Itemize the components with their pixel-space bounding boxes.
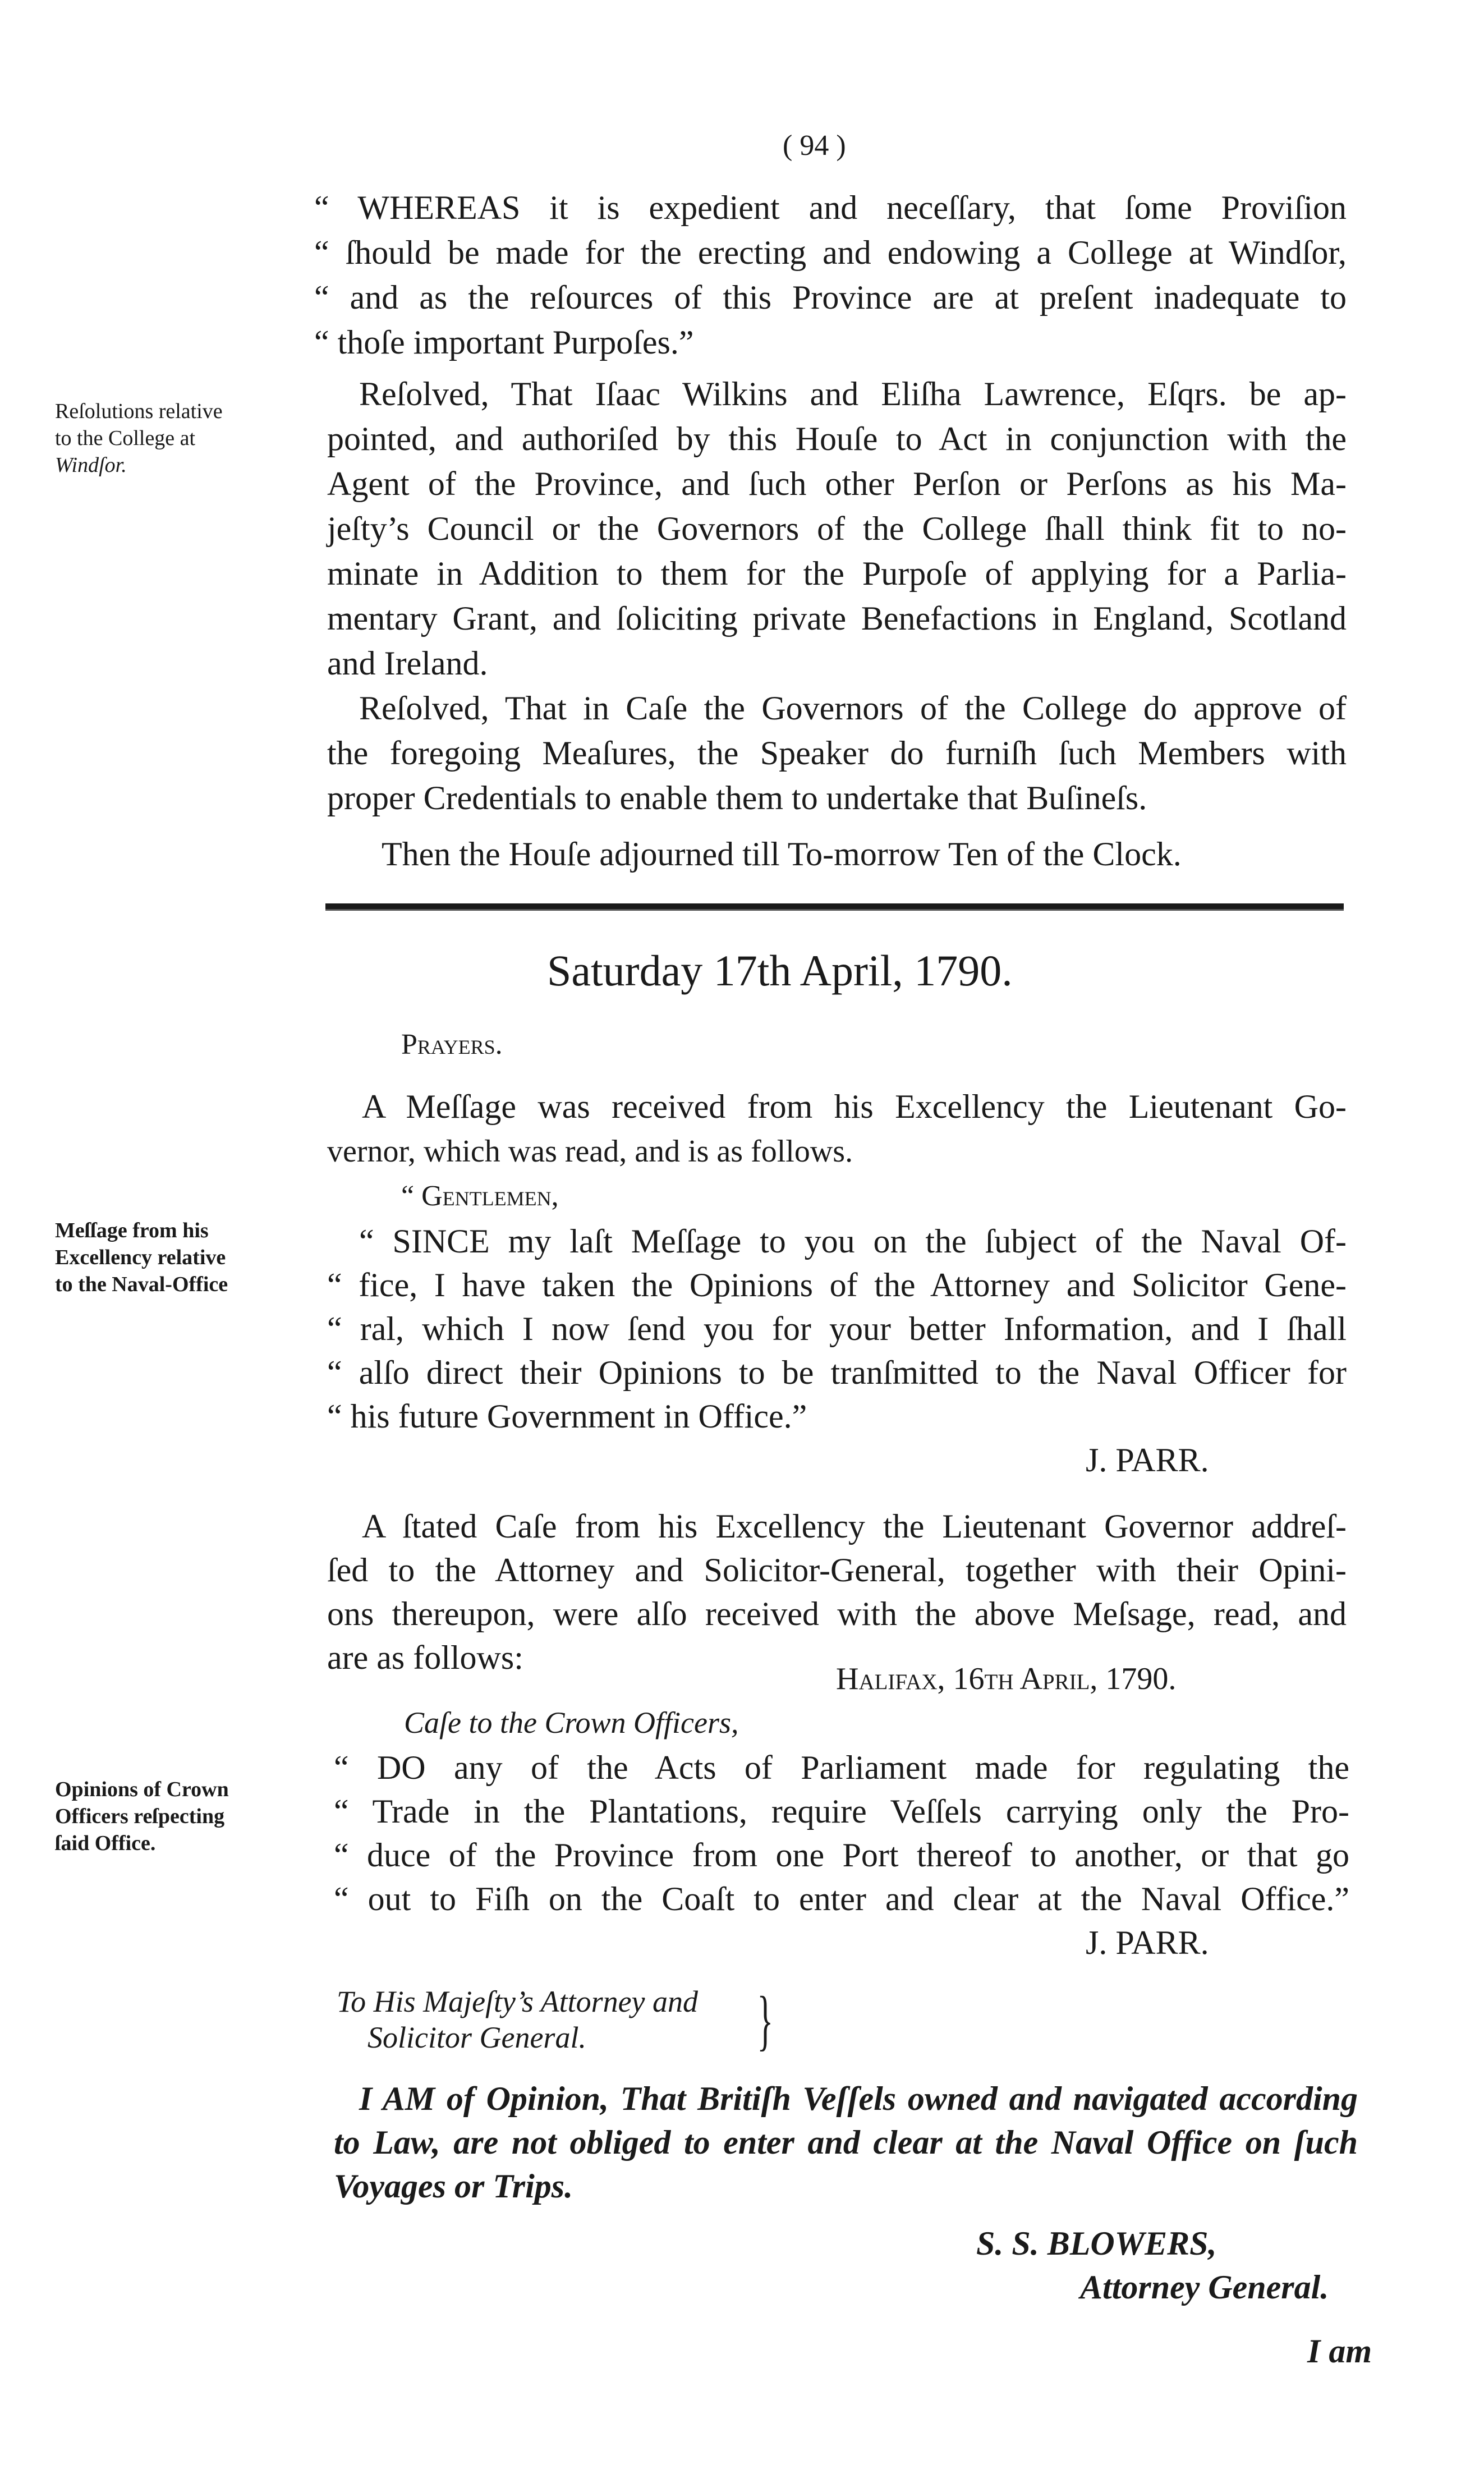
stated-case-line: ons thereupon, were alſo received with the above Meſsage, read, and bbox=[327, 1595, 1347, 1632]
section-rule bbox=[325, 903, 1344, 911]
margin-note-line: Excellency relative bbox=[55, 1246, 226, 1269]
resolution-line: pointed, and authoriſed by this Houſe to Act in conjunction with the bbox=[327, 420, 1347, 457]
signature-blowers-title: Attorney General. bbox=[1080, 2269, 1329, 2306]
whereas-line: “ and as the reſources of this Province are at preſent inadequate to bbox=[314, 279, 1347, 316]
salutation: “ Gentlemen, bbox=[401, 1180, 559, 1212]
margin-note-line: Reſolutions relative bbox=[55, 400, 223, 423]
margin-note-line: Windſor. bbox=[55, 453, 127, 477]
resolution-line: Reſolved, That in Caſe the Governors of the College do approve of bbox=[359, 690, 1347, 727]
address-line: To His Majeſty’s Attorney and bbox=[337, 1985, 699, 2018]
signature-parr-2: J. PARR. bbox=[1086, 1924, 1209, 1961]
adjourned-line: Then the Houſe adjourned till To-morrow Ten of the Clock. bbox=[382, 836, 1182, 873]
opinion-line: I AM of Opinion, That Britiſh Veſſels owned and navigated according bbox=[359, 2080, 1358, 2117]
margin-note-line: Opinions of Crown bbox=[55, 1778, 229, 1801]
whereas-line: “ WHEREAS it is expedient and neceſſary, that ſome Proviſion bbox=[314, 189, 1347, 226]
resolution-line: proper Credentials to enable them to undertake that Buſineſs. bbox=[327, 779, 1147, 816]
whereas-line: “ ſhould be made for the erecting and endowing a College at Windſor, bbox=[314, 234, 1347, 271]
date-heading: Saturday 17th April, 1790. bbox=[547, 946, 1013, 995]
prayers-heading: Prayers. bbox=[401, 1029, 503, 1061]
message-line: “ SINCE my laſt Meſſage to you on the ſubject of the Naval Of- bbox=[359, 1223, 1347, 1260]
address-line: Solicitor General. bbox=[367, 2021, 586, 2054]
stated-case-line: are as follows: bbox=[327, 1639, 523, 1676]
resolution-line: and Ireland. bbox=[327, 645, 488, 682]
case-line: “ Trade in the Plantations, require Veſſels carrying only the Pro- bbox=[334, 1793, 1349, 1830]
opinion-line: Voyages or Trips. bbox=[334, 2168, 573, 2205]
margin-note-line: to the College at bbox=[55, 426, 196, 450]
stated-case-line: A ſtated Caſe from his Excellency the Lieutenant Governor addreſ- bbox=[362, 1508, 1347, 1545]
address-brace: } bbox=[757, 1982, 774, 2057]
message-intro-line: A Meſſage was received from his Excellency the Lieutenant Go- bbox=[362, 1088, 1347, 1125]
resolution-line: the foregoing Meaſures, the Speaker do furniſh ſuch Members with bbox=[327, 735, 1347, 772]
signature-blowers: S. S. BLOWERS, bbox=[976, 2225, 1217, 2262]
resolution-line: Reſolved, That Iſaac Wilkins and Eliſha Lawrence, Eſqrs. be ap- bbox=[359, 375, 1347, 412]
message-line: “ fice, I have taken the Opinions of the Attorney and Solicitor Gene- bbox=[327, 1266, 1347, 1304]
dateline: Halifax, 16th April, 1790. bbox=[836, 1662, 1177, 1696]
margin-note-line: Officers reſpecting bbox=[55, 1805, 225, 1828]
resolution-line: jeſty’s Council or the Governors of the College ſhall think fit to no- bbox=[327, 510, 1347, 547]
case-line: “ DO any of the Acts of Parliament made for regulating the bbox=[334, 1749, 1349, 1786]
stated-case-line: ſed to the Attorney and Solicitor-General, together with their Opini- bbox=[327, 1552, 1347, 1589]
opinion-line: to Law, are not obliged to enter and clear at the Naval Office on ſuch bbox=[334, 2124, 1358, 2161]
whereas-line: “ thoſe important Purpoſes.” bbox=[314, 324, 694, 361]
case-line: “ duce of the Province from one Port thereof to another, or that go bbox=[334, 1837, 1349, 1874]
margin-note-line: to the Naval-Office bbox=[55, 1273, 228, 1296]
resolution-line: Agent of the Province, and ſuch other Perſon or Perſons as his Ma- bbox=[327, 465, 1347, 502]
catchword: I am bbox=[1307, 2333, 1372, 2370]
margin-note-line: ſaid Office. bbox=[55, 1832, 156, 1855]
resolution-line: minate in Addition to them for the Purpoſe of applying for a Parlia- bbox=[327, 555, 1347, 592]
message-line: “ his future Government in Office.” bbox=[327, 1398, 807, 1435]
case-heading: Caſe to the Crown Officers, bbox=[404, 1706, 739, 1740]
resolution-line: mentary Grant, and ſoliciting private Benefactions in England, Scotland bbox=[327, 600, 1347, 637]
message-line: “ ral, which I now ſend you for your better Information, and I ſhall bbox=[327, 1310, 1347, 1347]
message-line: “ alſo direct their Opinions to be tranſmitted to the Naval Officer for bbox=[327, 1354, 1347, 1391]
margin-note-line: Meſſage from his bbox=[55, 1219, 209, 1242]
message-intro-line: vernor, which was read, and is as follows. bbox=[327, 1134, 853, 1169]
signature-parr-1: J. PARR. bbox=[1086, 1442, 1209, 1479]
case-line: “ out to Fiſh on the Coaſt to enter and clear at the Naval Office.” bbox=[334, 1880, 1349, 1917]
page-number: ( 94 ) bbox=[783, 130, 846, 162]
